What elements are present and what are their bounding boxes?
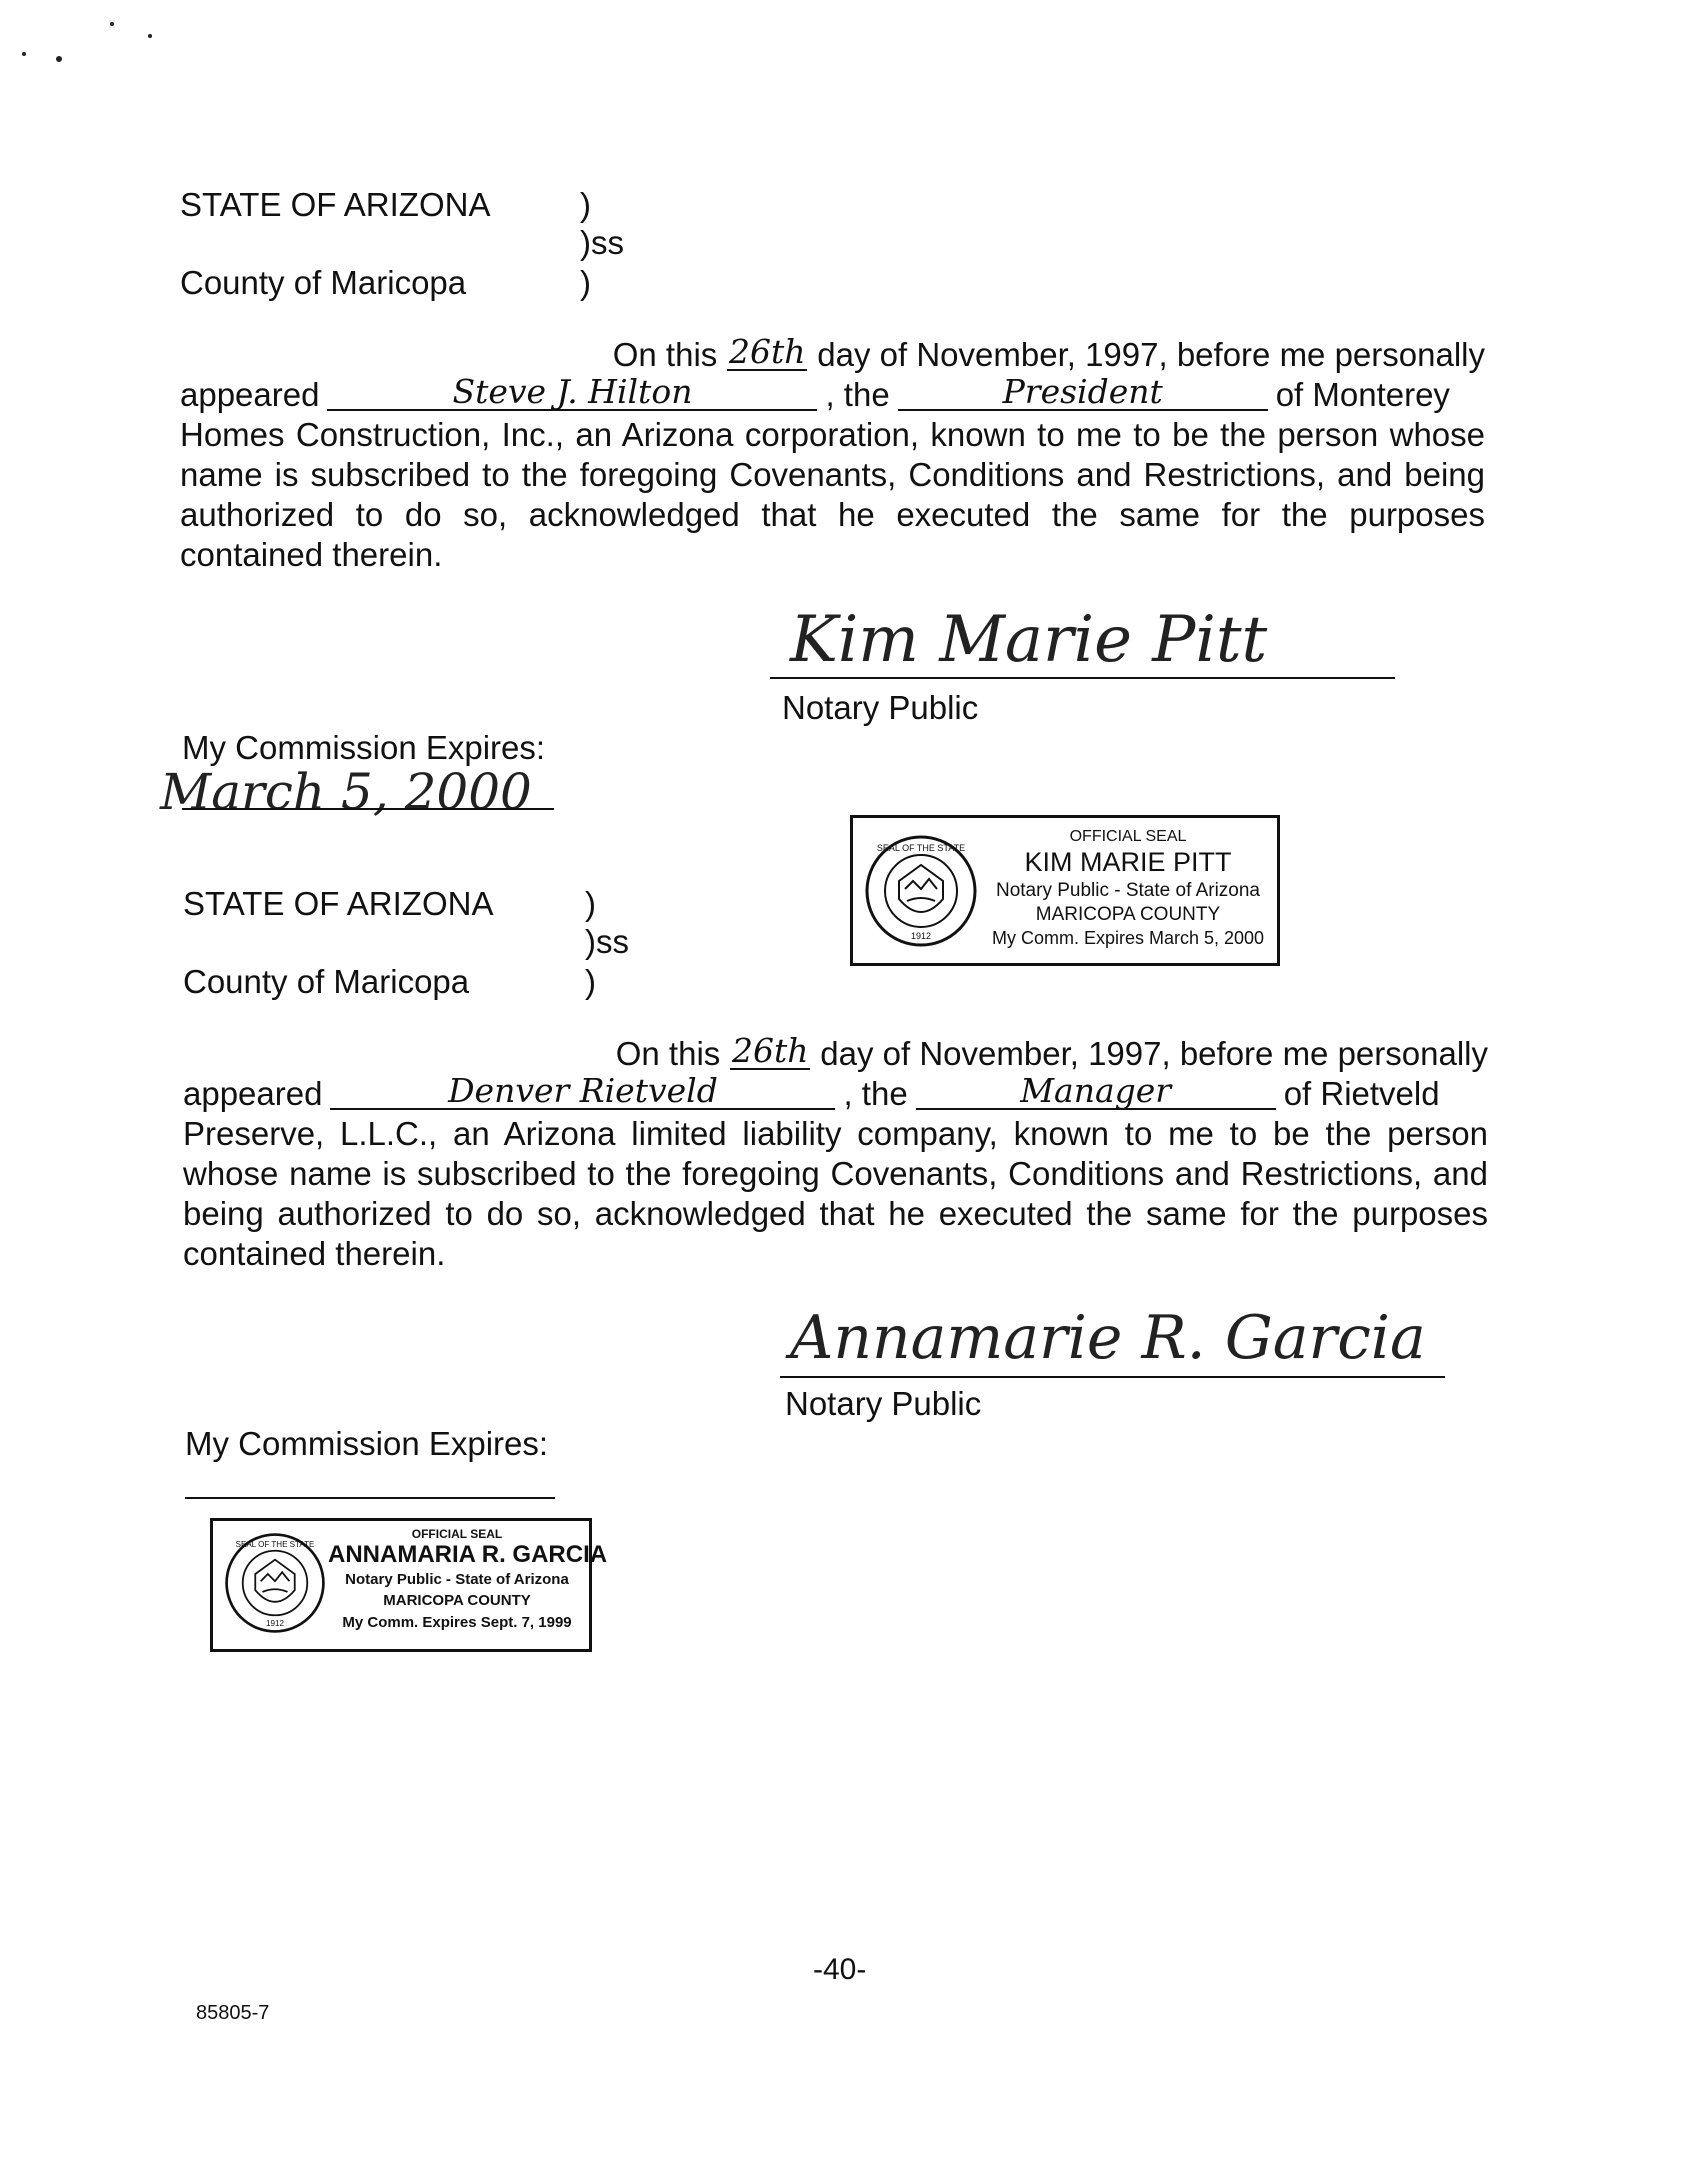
svg-text:SEAL OF THE STATE: SEAL OF THE STATE	[235, 1540, 315, 1550]
seal-official-text: OFFICIAL SEAL	[1069, 828, 1187, 845]
day-of-text: day of November, 1997, before me personally	[817, 336, 1485, 373]
svg-text:1912: 1912	[266, 1619, 284, 1629]
signature-line	[780, 1376, 1445, 1378]
venue-paren: )	[580, 186, 591, 223]
the-text: , the	[825, 376, 890, 413]
official-notary-seal-2	[210, 1518, 608, 1652]
paragraph-body: Preserve, L.L.C., an Arizona limited liability company, known to me to be the person whose name is subscribed to the foregoing Covenants, Conditions and Restrictions, and being authorized to do so, acknowledged that he executed the same for the purposes contained therein.	[183, 1115, 1488, 1272]
state-seal-emblem-icon	[863, 833, 979, 949]
seal-official-text: OFFICIAL SEAL	[411, 1527, 503, 1541]
title-handwritten: Manager	[916, 1074, 1276, 1110]
county-label: County of Maricopa	[183, 963, 470, 1000]
name-handwritten: Steve J. Hilton	[327, 375, 817, 411]
ss-label: )ss	[580, 224, 624, 261]
scan-speck	[110, 22, 114, 26]
scan-speck	[148, 34, 152, 38]
state-label: STATE OF ARIZONA	[180, 186, 491, 223]
ss-label: )ss	[585, 923, 629, 960]
the-text: , the	[843, 1075, 908, 1112]
commission-date-handwritten: March 5, 2000	[160, 763, 532, 821]
state-label: STATE OF ARIZONA	[183, 885, 494, 922]
scan-speck	[22, 52, 26, 56]
appeared-text: appeared	[180, 376, 320, 413]
seal-expiration: My Comm. Expires Sept. 7, 1999	[342, 1614, 572, 1631]
seal-notary-name: ANNAMARIA R. GARCIA	[328, 1541, 608, 1568]
of-text: of Rietveld	[1283, 1075, 1440, 1112]
document-code: 85805-7	[196, 2002, 270, 2024]
svg-text:SEAL OF THE STATE: SEAL OF THE STATE	[876, 843, 966, 853]
page-number: -40-	[813, 1953, 867, 1986]
commission-expires-label: My Commission Expires:	[185, 1425, 549, 1462]
day-handwritten: 26th	[729, 332, 806, 371]
commission-date-line	[182, 808, 554, 810]
seal-notary-name: KIM MARIE PITT	[1024, 847, 1232, 877]
official-notary-seal-1	[850, 815, 1280, 966]
appeared-text: appeared	[183, 1075, 323, 1112]
seal-notary-title: Notary Public - State of Arizona	[995, 880, 1260, 901]
venue-paren: )	[585, 963, 596, 1000]
of-text: of Monterey	[1275, 376, 1450, 413]
seal-expiration: My Comm. Expires March 5, 2000	[991, 928, 1265, 948]
seal-county: MARICOPA COUNTY	[383, 1592, 531, 1609]
name-handwritten: Denver Rietveld	[330, 1074, 835, 1110]
county-label: County of Maricopa	[180, 264, 467, 301]
notary-signature-2: Annamarie R. Garcia	[790, 1303, 1426, 1373]
acknowledgment-paragraph-2	[183, 1031, 1488, 1274]
state-seal-emblem-icon	[223, 1531, 327, 1635]
day-of-text: day of November, 1997, before me personally	[820, 1035, 1488, 1072]
commission-expires-label: My Commission Expires:	[182, 729, 546, 766]
scan-speck	[56, 56, 62, 62]
on-this-text: On this	[612, 336, 718, 373]
notary-signature-1: Kim Marie Pitt	[790, 603, 1268, 677]
seal-county: MARICOPA COUNTY	[1035, 904, 1221, 925]
svg-text:1912: 1912	[910, 931, 932, 941]
notary-public-label: Notary Public	[782, 689, 979, 726]
on-this-text: On this	[615, 1035, 721, 1072]
paragraph-body: Homes Construction, Inc., an Arizona corporation, known to me to be the person whose name is subscribed to the foregoing Covenants, Conditions and Restrictions, and being authorized to do so, acknowledged that he executed the same for the purposes contained therein.	[180, 416, 1485, 573]
venue-paren: )	[580, 264, 591, 301]
acknowledgment-paragraph-1	[180, 332, 1485, 575]
seal-notary-title: Notary Public - State of Arizona	[345, 1571, 569, 1588]
signature-line	[770, 677, 1395, 679]
venue-paren: )	[585, 885, 596, 922]
title-handwritten: President	[898, 375, 1268, 411]
day-handwritten: 26th	[732, 1031, 809, 1070]
commission-date-line	[185, 1497, 555, 1499]
notary-public-label: Notary Public	[785, 1385, 982, 1422]
